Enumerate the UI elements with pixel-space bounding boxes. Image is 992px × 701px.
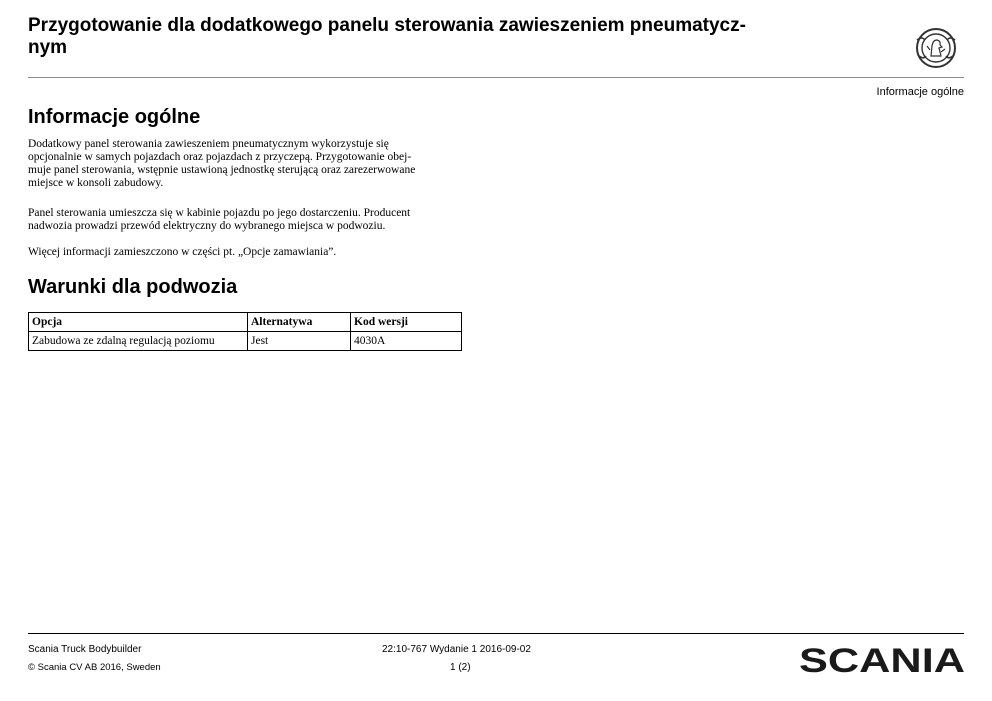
column-header-version-code: Kod wersji bbox=[351, 313, 462, 332]
footer-divider bbox=[28, 633, 964, 634]
column-header-option: Opcja bbox=[29, 313, 248, 332]
paragraph-line: opcjonalnie w samych pojazdach oraz pojazdach z przyczepą. Przygotowanie obej- bbox=[28, 151, 412, 163]
paragraph-line: miejsce w konsoli zabudowy. bbox=[28, 177, 164, 189]
heading-general-info: Informacje ogólne bbox=[28, 106, 201, 128]
section-tag: Informacje ogólne bbox=[876, 86, 964, 98]
paragraph-intro bbox=[28, 138, 468, 190]
footer-copyright: © Scania CV AB 2016, Sweden bbox=[28, 662, 161, 673]
table-header-row bbox=[29, 313, 462, 332]
footer-publisher: Scania Truck Bodybuilder bbox=[28, 644, 142, 655]
cell-alternative: Jest bbox=[248, 332, 351, 351]
heading-chassis-conditions: Warunki dla podwozia bbox=[28, 276, 238, 298]
scania-wordmark-logo bbox=[798, 645, 966, 675]
paragraph-line: Panel sterowania umieszcza się w kabinie pojazdu po jego dostarczeniu. Producent bbox=[28, 207, 411, 219]
footer-page-number: 1 (2) bbox=[450, 662, 471, 673]
paragraph-installation bbox=[28, 207, 468, 233]
document-title-line-2: nym bbox=[28, 37, 68, 58]
scania-griffin-icon bbox=[914, 26, 958, 70]
scania-wordmark-text: SCANIA bbox=[799, 645, 965, 675]
paragraph-line: nadwozia prowadzi przewód elektryczny do wybranego miejsca w podwoziu. bbox=[28, 220, 386, 232]
paragraph-line: Dodatkowy panel sterowania zawieszeniem pneumatycznym wykorzystuje się bbox=[28, 138, 389, 150]
paragraph-more-info: Więcej informacji zamieszczono w części pt. „Opcje zamawiania”. bbox=[28, 246, 337, 258]
cell-version-code: 4030A bbox=[351, 332, 462, 351]
document-title bbox=[28, 15, 858, 59]
paragraph-line: muje panel sterowania, wstępnie ustawioną jednostkę sterującą oraz zarezerwowane bbox=[28, 164, 416, 176]
options-table bbox=[28, 312, 462, 351]
cell-option: Zabudowa ze zdalną regulacją poziomu bbox=[29, 332, 248, 351]
header-divider bbox=[28, 77, 964, 78]
table-row bbox=[29, 332, 462, 351]
footer-document-reference: 22:10-767 Wydanie 1 2016-09-02 bbox=[382, 644, 531, 655]
column-header-alternative: Alternatywa bbox=[248, 313, 351, 332]
document-title-line-1: Przygotowanie dla dodatkowego panelu sterowania zawieszeniem pneumatycz- bbox=[28, 15, 746, 36]
